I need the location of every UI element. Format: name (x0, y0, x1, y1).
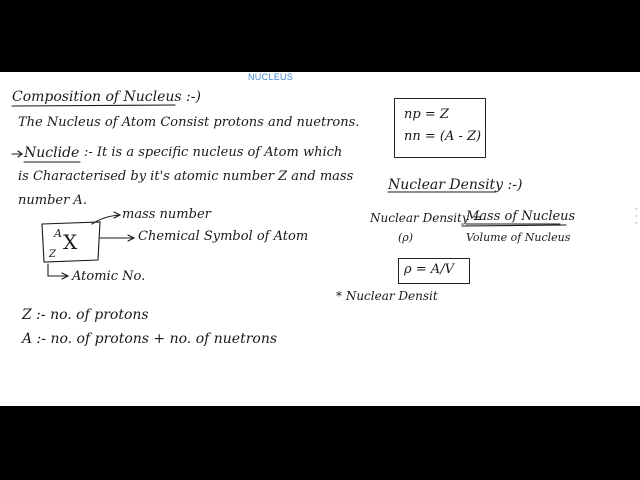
mass-number-label: mass number (122, 207, 211, 222)
nuclide-term: Nuclide (24, 145, 80, 161)
page-header-title: NUCLEUS (248, 72, 294, 82)
density-numerator: Mass of Nucleus (466, 209, 576, 224)
symbol-mass-A: A (54, 227, 62, 240)
nuclide-definition-3: number A. (18, 193, 87, 208)
density-bullet: * Nuclear Densit (336, 289, 438, 303)
symbol-atomic-Z: Z (49, 249, 56, 260)
nuclide-arrow (12, 151, 22, 157)
edge-mark-icon: ◦◦◦ (633, 206, 640, 227)
density-lhs: Nuclear Density = (370, 211, 483, 225)
notes-page (0, 72, 640, 406)
heading-underline (12, 105, 175, 106)
density-fraction-bar (462, 225, 566, 226)
nn-equation: nn = (A - Z) (404, 129, 482, 144)
symbol-X: X (63, 230, 78, 254)
atomic-number-arrow (48, 264, 68, 279)
chemical-symbol-arrow (100, 235, 134, 241)
chemical-symbol-label: Chemical Symbol of Atom (138, 229, 309, 244)
nuclear-density-heading: Nuclear Density :-) (388, 177, 523, 193)
ink-strokes (0, 72, 640, 406)
symbol-box (42, 222, 100, 262)
nuclide-definition-2: is Characterised by it's atomic number Z and mass (18, 169, 354, 184)
rho-formula: ρ = A/V (404, 262, 454, 277)
composition-heading: Composition of Nucleus :-) (12, 89, 201, 105)
nucleus-composition-line: The Nucleus of Atom Consist protons and nuetrons. (18, 115, 360, 130)
np-equation: np = Z (404, 107, 449, 122)
z-definition: Z :- no. of protons (22, 307, 149, 323)
density-denominator: Volume of Nucleus (466, 231, 571, 244)
a-definition: A :- no. of protons + no. of nuetrons (22, 331, 278, 347)
atomic-number-label: Atomic No. (72, 269, 146, 284)
nuclide-definition-1: :- It is a specific nucleus of Atom which (84, 145, 343, 160)
density-rho-label: (ρ) (398, 231, 414, 244)
